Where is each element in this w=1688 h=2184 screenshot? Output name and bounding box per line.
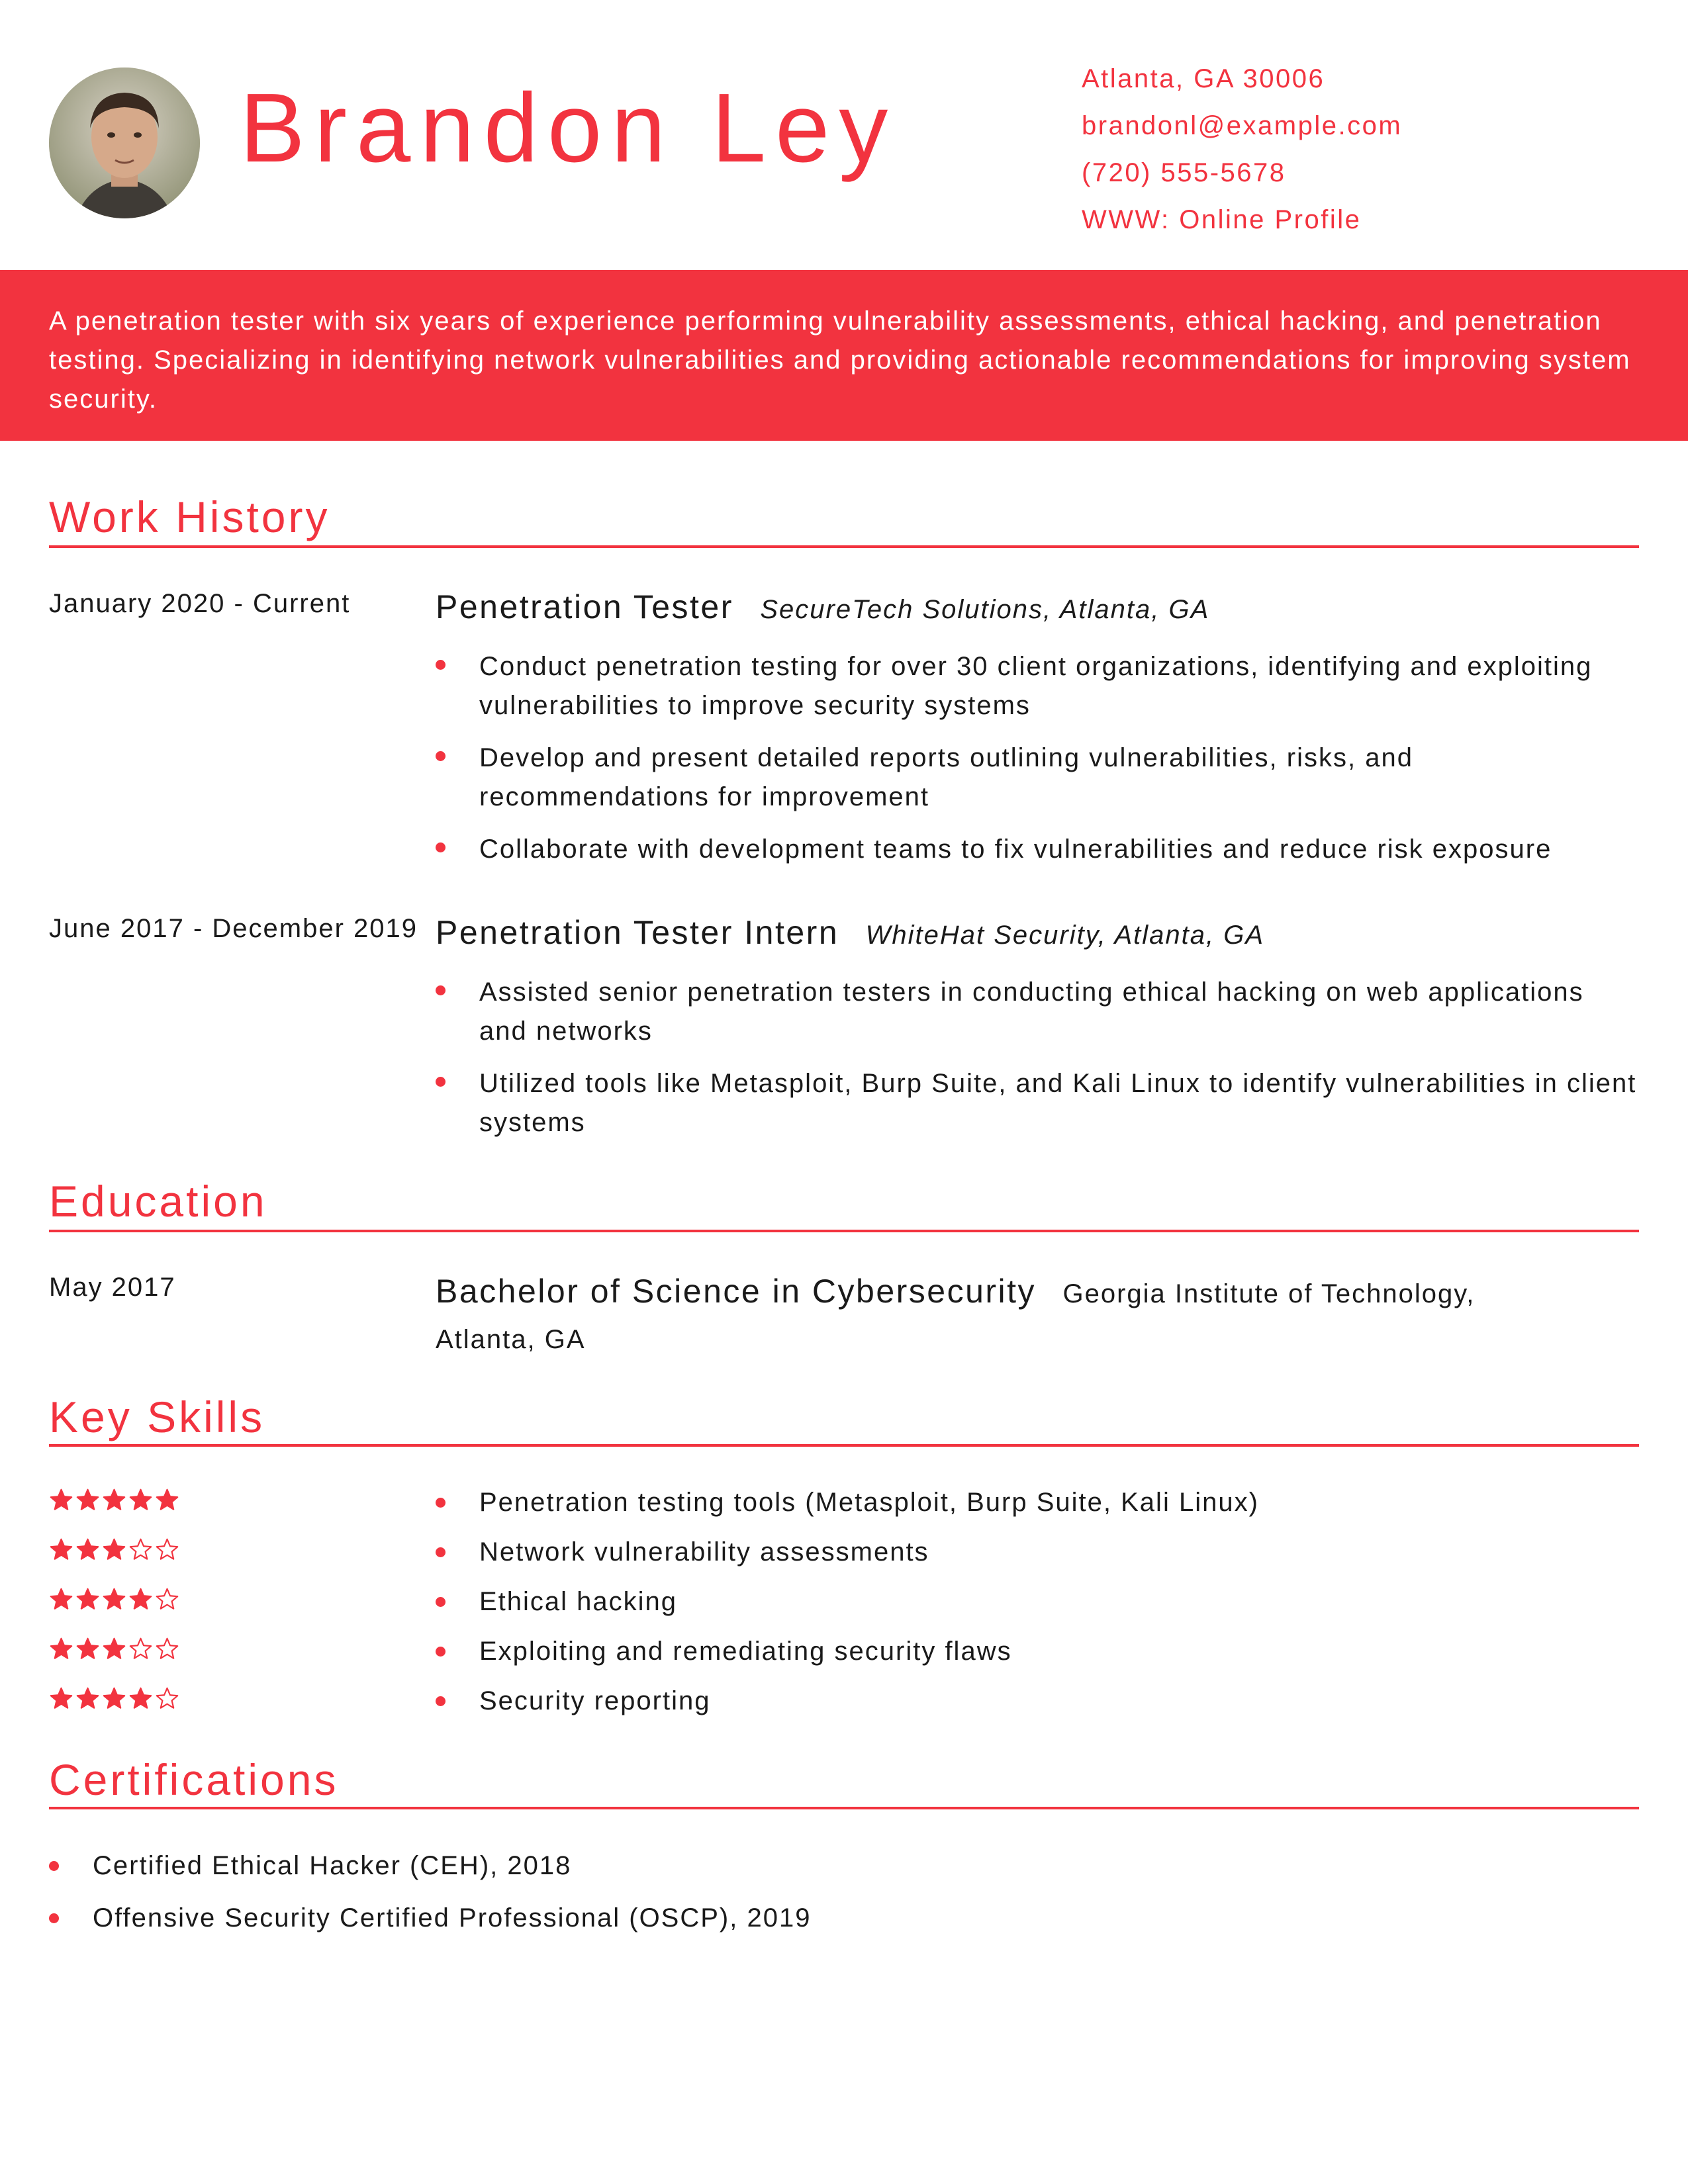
section-title-certifications: Certifications	[49, 1755, 339, 1804]
contact-address: Atlanta, GA 30006	[1082, 64, 1325, 93]
bullet-dot-icon	[436, 842, 445, 852]
star-filled-icon	[75, 1537, 100, 1562]
list-item: Conduct penetration testing for over 30 client organizations, identifying and exploiting vulnerabilities to improve security systems	[436, 647, 1640, 725]
star-filled-icon	[49, 1587, 73, 1612]
star-filled-icon	[75, 1637, 100, 1661]
certification-item: Offensive Security Certified Professional (OSCP), 2019	[49, 1892, 1638, 1944]
job-header	[436, 590, 1209, 623]
job-company: SecureTech Solutions, Atlanta, GA	[760, 595, 1210, 624]
education-date: May 2017	[49, 1273, 176, 1302]
list-item: Utilized tools like Metasploit, Burp Suite, and Kali Linux to identify vulnerabilities in client systems	[436, 1064, 1640, 1142]
skill-rating	[49, 1574, 179, 1624]
education-school: Georgia Institute of Technology,	[1062, 1279, 1476, 1308]
profile-photo	[49, 68, 200, 218]
star-outline-icon	[155, 1686, 179, 1711]
star-filled-icon	[49, 1537, 73, 1562]
section-divider	[49, 545, 1639, 548]
contact-phone[interactable]: (720) 555-5678	[1082, 158, 1286, 187]
section-title-skills: Key Skills	[49, 1392, 265, 1441]
star-filled-icon	[128, 1488, 153, 1512]
summary-text: A penetration tester with six years of experience performing vulnerability assessments, ethical hacking, and penetration testing. Specializing in identifying network vulnerabilities and providing actionable recommendations for improving system security.	[49, 306, 1631, 414]
job-company: WhiteHat Security, Atlanta, GA	[865, 921, 1265, 950]
job-title: Penetration Tester Intern	[436, 914, 839, 951]
bullet-dot-icon	[436, 985, 445, 995]
star-filled-icon	[102, 1637, 126, 1661]
certifications-list	[49, 1840, 1638, 1944]
list-item: Develop and present detailed reports outlining vulnerabilities, risks, and recommendations for improvement	[436, 739, 1640, 817]
skill-item: Exploiting and remediating security flaws	[436, 1627, 1640, 1676]
star-filled-icon	[102, 1587, 126, 1612]
star-filled-icon	[128, 1686, 153, 1711]
job-dates: January 2020 - Current	[49, 589, 351, 618]
star-filled-icon	[49, 1488, 73, 1512]
skill-item: Ethical hacking	[436, 1577, 1640, 1627]
skill-rating	[49, 1475, 179, 1525]
certification-item: Certified Ethical Hacker (CEH), 2018	[49, 1840, 1638, 1892]
candidate-name: Brandon Ley	[240, 73, 898, 183]
section-title-education: Education	[49, 1177, 267, 1226]
job-header	[436, 916, 1264, 949]
job-bullets	[436, 647, 1640, 869]
education-entry	[436, 1272, 1640, 1355]
skill-item: Network vulnerability assessments	[436, 1527, 1640, 1577]
section-divider	[49, 1230, 1639, 1232]
bullet-dot-icon	[436, 1696, 445, 1706]
skill-rating	[49, 1624, 179, 1674]
star-filled-icon	[49, 1686, 73, 1711]
summary-band	[0, 270, 1688, 441]
bullet-dot-icon	[49, 1861, 59, 1871]
bullet-dot-icon	[436, 660, 445, 670]
bullet-dot-icon	[436, 751, 445, 761]
list-item: Assisted senior penetration testers in conducting ethical hacking on web applications and networks	[436, 973, 1640, 1051]
bullet-dot-icon	[436, 1547, 445, 1557]
star-filled-icon	[102, 1686, 126, 1711]
avatar	[49, 68, 200, 218]
skills-list	[436, 1478, 1640, 1726]
star-filled-icon	[49, 1637, 73, 1661]
star-outline-icon	[155, 1587, 179, 1612]
star-filled-icon	[155, 1488, 179, 1512]
section-divider	[49, 1807, 1639, 1809]
star-filled-icon	[102, 1488, 126, 1512]
section-title-work-history: Work History	[49, 492, 330, 541]
contact-email[interactable]: brandonl@example.com	[1082, 111, 1403, 140]
skill-ratings	[49, 1475, 179, 1723]
star-outline-icon	[128, 1537, 153, 1562]
bullet-dot-icon	[436, 1077, 445, 1087]
star-filled-icon	[128, 1587, 153, 1612]
job-dates: June 2017 - December 2019	[49, 914, 418, 943]
contact-website[interactable]: WWW: Online Profile	[1082, 205, 1362, 234]
star-outline-icon	[128, 1637, 153, 1661]
skill-rating	[49, 1525, 179, 1574]
list-item: Collaborate with development teams to fix vulnerabilities and reduce risk exposure	[436, 830, 1640, 869]
education-degree: Bachelor of Science in Cybersecurity	[436, 1273, 1037, 1310]
skill-item: Security reporting	[436, 1676, 1640, 1726]
bullet-dot-icon	[436, 1647, 445, 1657]
star-filled-icon	[75, 1587, 100, 1612]
star-outline-icon	[155, 1537, 179, 1562]
bullet-dot-icon	[49, 1913, 59, 1923]
bullet-dot-icon	[436, 1498, 445, 1508]
star-filled-icon	[75, 1686, 100, 1711]
job-title: Penetration Tester	[436, 588, 733, 625]
contact-info	[1082, 56, 1402, 244]
star-filled-icon	[102, 1537, 126, 1562]
education-city: Atlanta, GA	[436, 1325, 586, 1354]
skill-item: Penetration testing tools (Metasploit, Burp Suite, Kali Linux)	[436, 1478, 1640, 1527]
skill-rating	[49, 1674, 179, 1723]
job-bullets	[436, 973, 1640, 1142]
bullet-dot-icon	[436, 1597, 445, 1607]
star-outline-icon	[155, 1637, 179, 1661]
section-divider	[49, 1444, 1639, 1447]
star-filled-icon	[75, 1488, 100, 1512]
